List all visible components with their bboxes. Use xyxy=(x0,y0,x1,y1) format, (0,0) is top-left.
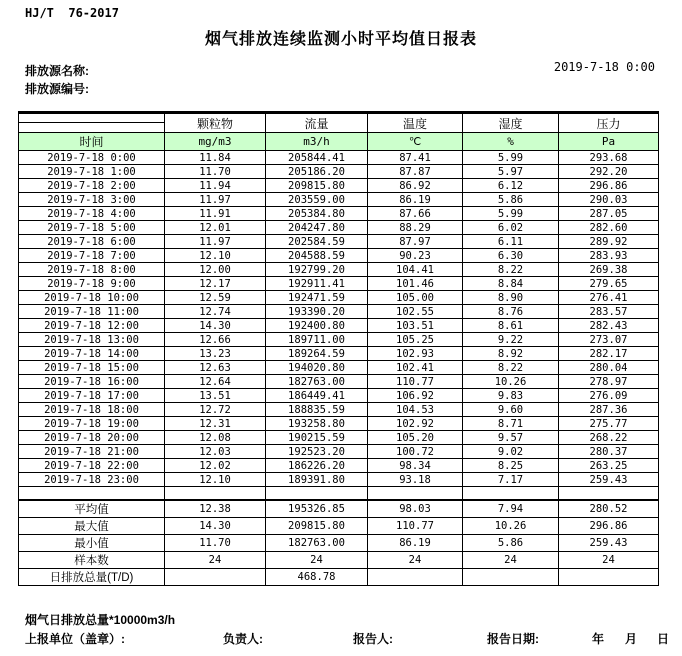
value-cell: 192799.20 xyxy=(266,263,368,277)
value-cell: 11.91 xyxy=(165,207,266,221)
value-cell: 189264.59 xyxy=(266,347,368,361)
value-cell: 182763.00 xyxy=(266,375,368,389)
value-cell: 280.04 xyxy=(559,361,659,375)
value-cell: 293.68 xyxy=(559,151,659,165)
summary-value-cell: 259.43 xyxy=(559,534,659,551)
summary-value-cell xyxy=(368,568,463,585)
value-cell: 12.01 xyxy=(165,221,266,235)
table-row xyxy=(19,165,659,179)
summary-value-cell: 468.78 xyxy=(266,568,368,585)
value-cell: 11.84 xyxy=(165,151,266,165)
value-cell: 5.86 xyxy=(463,193,559,207)
value-cell: 209815.80 xyxy=(266,179,368,193)
table-row xyxy=(19,347,659,361)
empty-cell xyxy=(165,487,266,500)
value-cell: 268.22 xyxy=(559,431,659,445)
value-cell: 192523.20 xyxy=(266,445,368,459)
value-cell: 273.07 xyxy=(559,333,659,347)
value-cell: 8.22 xyxy=(463,361,559,375)
time-cell: 2019-7-18 22:00 xyxy=(19,459,165,473)
value-cell: 263.25 xyxy=(559,459,659,473)
summary-value-cell xyxy=(463,568,559,585)
value-cell: 12.08 xyxy=(165,431,266,445)
value-cell: 189711.00 xyxy=(266,333,368,347)
table-row xyxy=(19,207,659,221)
value-cell: 12.72 xyxy=(165,403,266,417)
param-header-temperature: 温度 xyxy=(368,113,463,133)
value-cell: 192911.41 xyxy=(266,277,368,291)
value-cell: 101.46 xyxy=(368,277,463,291)
table-row xyxy=(19,221,659,235)
source-name-label: 排放源名称: xyxy=(25,64,89,78)
summary-rows xyxy=(19,500,659,586)
value-cell: 88.29 xyxy=(368,221,463,235)
value-cell: 100.72 xyxy=(368,445,463,459)
summary-value-cell: 86.19 xyxy=(368,534,463,551)
param-header-pressure: 压力 xyxy=(559,113,659,133)
unit-cell-particulate: mg/m3 xyxy=(165,133,266,151)
value-cell: 193258.80 xyxy=(266,417,368,431)
value-cell: 104.41 xyxy=(368,263,463,277)
value-cell: 105.00 xyxy=(368,291,463,305)
summary-value-cell: 14.30 xyxy=(165,517,266,534)
footer-signature-line xyxy=(0,630,682,646)
param-header-flow: 流量 xyxy=(266,113,368,133)
value-cell: 106.92 xyxy=(368,389,463,403)
table-row xyxy=(19,291,659,305)
value-cell: 10.26 xyxy=(463,375,559,389)
time-cell: 2019-7-18 0:00 xyxy=(19,151,165,165)
summary-label-cell: 最大值 xyxy=(19,517,165,534)
summary-value-cell: 209815.80 xyxy=(266,517,368,534)
table-row xyxy=(19,249,659,263)
time-cell: 2019-7-18 4:00 xyxy=(19,207,165,221)
value-cell: 8.61 xyxy=(463,319,559,333)
param-header-particulate: 颗粒物 xyxy=(165,113,266,133)
value-cell: 13.23 xyxy=(165,347,266,361)
value-cell: 282.60 xyxy=(559,221,659,235)
value-cell: 282.43 xyxy=(559,319,659,333)
unit-cell-humidity: % xyxy=(463,133,559,151)
value-cell: 204247.80 xyxy=(266,221,368,235)
table-row xyxy=(19,151,659,165)
value-cell: 280.37 xyxy=(559,445,659,459)
value-cell: 8.90 xyxy=(463,291,559,305)
value-cell: 12.00 xyxy=(165,263,266,277)
summary-value-cell: 98.03 xyxy=(368,500,463,518)
value-cell: 6.30 xyxy=(463,249,559,263)
page-title: 烟气排放连续监测小时平均值日报表 xyxy=(204,31,477,48)
value-cell: 204588.59 xyxy=(266,249,368,263)
value-cell: 12.02 xyxy=(165,459,266,473)
time-cell: 2019-7-18 17:00 xyxy=(19,389,165,403)
value-cell: 192471.59 xyxy=(266,291,368,305)
summary-value-cell: 280.52 xyxy=(559,500,659,518)
value-cell: 12.63 xyxy=(165,361,266,375)
value-cell: 9.02 xyxy=(463,445,559,459)
empty-cell xyxy=(19,487,165,500)
value-cell: 87.87 xyxy=(368,165,463,179)
table-header xyxy=(19,113,659,151)
value-cell: 102.93 xyxy=(368,347,463,361)
value-cell: 105.20 xyxy=(368,431,463,445)
report-datetime: 2019-7-18 0:00 xyxy=(553,60,655,74)
source-id-label: 排放源编号: xyxy=(25,82,89,96)
monitoring-table xyxy=(18,111,659,586)
summary-value-cell xyxy=(165,568,266,585)
value-cell: 287.05 xyxy=(559,207,659,221)
unit-cell-flow: m3/h xyxy=(266,133,368,151)
footer-note: 烟气日排放总量*10000m3/h xyxy=(25,613,176,627)
value-cell: 9.83 xyxy=(463,389,559,403)
value-cell: 5.97 xyxy=(463,165,559,179)
value-cell: 12.66 xyxy=(165,333,266,347)
value-cell: 6.11 xyxy=(463,235,559,249)
value-cell: 12.03 xyxy=(165,445,266,459)
table-row xyxy=(19,473,659,487)
table-row xyxy=(19,375,659,389)
table-row xyxy=(19,445,659,459)
summary-value-cell: 296.86 xyxy=(559,517,659,534)
table-row xyxy=(19,459,659,473)
time-cell: 2019-7-18 20:00 xyxy=(19,431,165,445)
summary-value-cell: 182763.00 xyxy=(266,534,368,551)
time-cell: 2019-7-18 15:00 xyxy=(19,361,165,375)
table-row xyxy=(19,179,659,193)
value-cell: 11.97 xyxy=(165,235,266,249)
time-cell: 2019-7-18 9:00 xyxy=(19,277,165,291)
time-cell: 2019-7-18 23:00 xyxy=(19,473,165,487)
value-cell: 12.59 xyxy=(165,291,266,305)
summary-row xyxy=(19,551,659,568)
value-cell: 12.74 xyxy=(165,305,266,319)
value-cell: 269.38 xyxy=(559,263,659,277)
time-cell: 2019-7-18 1:00 xyxy=(19,165,165,179)
value-cell: 9.57 xyxy=(463,431,559,445)
time-cell: 2019-7-18 7:00 xyxy=(19,249,165,263)
value-cell: 8.22 xyxy=(463,263,559,277)
table-row xyxy=(19,193,659,207)
time-cell: 2019-7-18 12:00 xyxy=(19,319,165,333)
value-cell: 279.65 xyxy=(559,277,659,291)
month-label: 月 xyxy=(625,632,638,646)
summary-value-cell: 24 xyxy=(165,551,266,568)
value-cell: 12.10 xyxy=(165,473,266,487)
value-cell: 9.60 xyxy=(463,403,559,417)
param-header-humidity: 湿度 xyxy=(463,113,559,133)
empty-cell xyxy=(559,487,659,500)
time-cell: 2019-7-18 2:00 xyxy=(19,179,165,193)
value-cell: 275.77 xyxy=(559,417,659,431)
value-cell: 8.84 xyxy=(463,277,559,291)
summary-value-cell: 24 xyxy=(368,551,463,568)
value-cell: 12.64 xyxy=(165,375,266,389)
value-cell: 289.92 xyxy=(559,235,659,249)
value-cell: 296.86 xyxy=(559,179,659,193)
value-cell: 292.20 xyxy=(559,165,659,179)
value-cell: 102.55 xyxy=(368,305,463,319)
summary-label-cell: 日排放总量(T/D) xyxy=(19,568,165,585)
value-cell: 11.70 xyxy=(165,165,266,179)
summary-value-cell: 12.38 xyxy=(165,500,266,518)
table-row xyxy=(19,319,659,333)
standard-code: HJ/T 76-2017 xyxy=(25,6,119,20)
value-cell: 87.41 xyxy=(368,151,463,165)
value-cell: 87.66 xyxy=(368,207,463,221)
value-cell: 86.92 xyxy=(368,179,463,193)
value-cell: 8.92 xyxy=(463,347,559,361)
summary-row xyxy=(19,500,659,518)
value-cell: 8.76 xyxy=(463,305,559,319)
value-cell: 282.17 xyxy=(559,347,659,361)
value-cell: 12.17 xyxy=(165,277,266,291)
summary-value-cell: 5.86 xyxy=(463,534,559,551)
value-cell: 203559.00 xyxy=(266,193,368,207)
value-cell: 6.12 xyxy=(463,179,559,193)
table-row xyxy=(19,235,659,249)
summary-row xyxy=(19,517,659,534)
header-empty-cell xyxy=(19,113,165,123)
value-cell: 276.41 xyxy=(559,291,659,305)
time-header-cell: 时间 xyxy=(19,133,165,151)
report-date-label: 报告日期: xyxy=(487,632,539,646)
table-row xyxy=(19,389,659,403)
table-row xyxy=(19,305,659,319)
summary-value-cell: 7.94 xyxy=(463,500,559,518)
table-row xyxy=(19,431,659,445)
time-cell: 2019-7-18 19:00 xyxy=(19,417,165,431)
table-row xyxy=(19,277,659,291)
value-cell: 186226.20 xyxy=(266,459,368,473)
year-label: 年 xyxy=(592,632,605,646)
value-cell: 5.99 xyxy=(463,151,559,165)
table-row xyxy=(19,361,659,375)
table-row xyxy=(19,263,659,277)
data-rows xyxy=(19,151,659,500)
value-cell: 5.99 xyxy=(463,207,559,221)
summary-label-cell: 最小值 xyxy=(19,534,165,551)
summary-value-cell: 24 xyxy=(463,551,559,568)
header-row-1 xyxy=(19,113,659,123)
summary-value-cell: 11.70 xyxy=(165,534,266,551)
value-cell: 205844.41 xyxy=(266,151,368,165)
table-row xyxy=(19,417,659,431)
time-cell: 2019-7-18 10:00 xyxy=(19,291,165,305)
value-cell: 93.18 xyxy=(368,473,463,487)
empty-cell xyxy=(463,487,559,500)
value-cell: 103.51 xyxy=(368,319,463,333)
value-cell: 202584.59 xyxy=(266,235,368,249)
value-cell: 11.94 xyxy=(165,179,266,193)
value-cell: 7.17 xyxy=(463,473,559,487)
summary-value-cell: 110.77 xyxy=(368,517,463,534)
summary-value-cell: 10.26 xyxy=(463,517,559,534)
time-cell: 2019-7-18 11:00 xyxy=(19,305,165,319)
summary-row xyxy=(19,568,659,585)
value-cell: 259.43 xyxy=(559,473,659,487)
value-cell: 192400.80 xyxy=(266,319,368,333)
value-cell: 186449.41 xyxy=(266,389,368,403)
value-cell: 190215.59 xyxy=(266,431,368,445)
value-cell: 205384.80 xyxy=(266,207,368,221)
time-cell: 2019-7-18 14:00 xyxy=(19,347,165,361)
value-cell: 14.30 xyxy=(165,319,266,333)
unit-row xyxy=(19,133,659,151)
time-cell: 2019-7-18 8:00 xyxy=(19,263,165,277)
value-cell: 86.19 xyxy=(368,193,463,207)
value-cell: 188835.59 xyxy=(266,403,368,417)
table-row xyxy=(19,333,659,347)
value-cell: 8.25 xyxy=(463,459,559,473)
time-cell: 2019-7-18 16:00 xyxy=(19,375,165,389)
time-cell: 2019-7-18 3:00 xyxy=(19,193,165,207)
value-cell: 8.71 xyxy=(463,417,559,431)
time-cell: 2019-7-18 6:00 xyxy=(19,235,165,249)
value-cell: 110.77 xyxy=(368,375,463,389)
value-cell: 102.41 xyxy=(368,361,463,375)
report-unit-label: 上报单位（盖章）: xyxy=(25,632,125,646)
value-cell: 87.97 xyxy=(368,235,463,249)
unit-cell-temperature: ℃ xyxy=(368,133,463,151)
value-cell: 189391.80 xyxy=(266,473,368,487)
value-cell: 205186.20 xyxy=(266,165,368,179)
value-cell: 12.10 xyxy=(165,249,266,263)
time-cell: 2019-7-18 21:00 xyxy=(19,445,165,459)
empty-cell xyxy=(266,487,368,500)
summary-row xyxy=(19,534,659,551)
value-cell: 283.93 xyxy=(559,249,659,263)
value-cell: 287.36 xyxy=(559,403,659,417)
summary-label-cell: 样本数 xyxy=(19,551,165,568)
value-cell: 278.97 xyxy=(559,375,659,389)
value-cell: 290.03 xyxy=(559,193,659,207)
value-cell: 276.09 xyxy=(559,389,659,403)
responsible-label: 负责人: xyxy=(223,632,263,646)
summary-value-cell xyxy=(559,568,659,585)
value-cell: 9.22 xyxy=(463,333,559,347)
value-cell: 6.02 xyxy=(463,221,559,235)
unit-cell-pressure: Pa xyxy=(559,133,659,151)
day-label: 日 xyxy=(657,632,670,646)
value-cell: 90.23 xyxy=(368,249,463,263)
value-cell: 193390.20 xyxy=(266,305,368,319)
value-cell: 98.34 xyxy=(368,459,463,473)
value-cell: 12.31 xyxy=(165,417,266,431)
time-cell: 2019-7-18 18:00 xyxy=(19,403,165,417)
value-cell: 11.97 xyxy=(165,193,266,207)
time-cell: 2019-7-18 5:00 xyxy=(19,221,165,235)
summary-value-cell: 24 xyxy=(266,551,368,568)
value-cell: 283.57 xyxy=(559,305,659,319)
empty-cell xyxy=(368,487,463,500)
value-cell: 105.25 xyxy=(368,333,463,347)
summary-label-cell: 平均值 xyxy=(19,500,165,518)
reporter-label: 报告人: xyxy=(353,632,393,646)
time-cell: 2019-7-18 13:00 xyxy=(19,333,165,347)
value-cell: 194020.80 xyxy=(266,361,368,375)
header-empty-cell xyxy=(19,123,165,133)
value-cell: 102.92 xyxy=(368,417,463,431)
summary-value-cell: 24 xyxy=(559,551,659,568)
summary-value-cell: 195326.85 xyxy=(266,500,368,518)
value-cell: 13.51 xyxy=(165,389,266,403)
value-cell: 104.53 xyxy=(368,403,463,417)
table-row xyxy=(19,403,659,417)
spacer-row xyxy=(19,487,659,500)
